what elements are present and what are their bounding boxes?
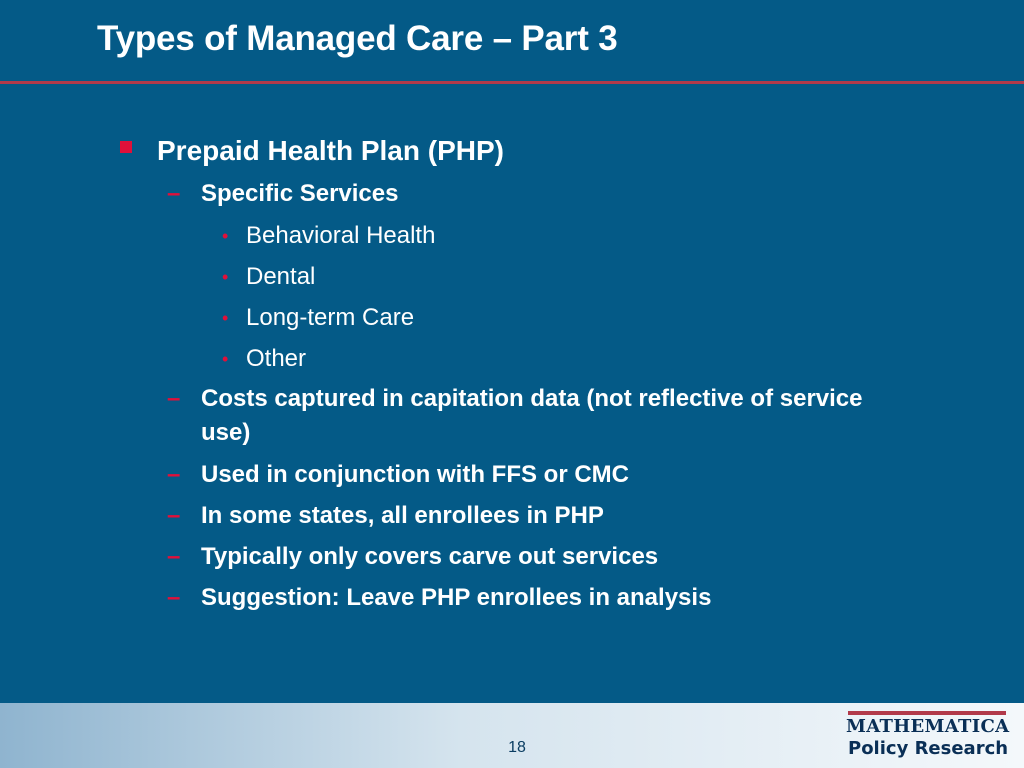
dot-bullet-icon: •: [222, 267, 229, 287]
logo-policy-research: Policy Research: [848, 738, 1009, 759]
sub-bullet-conjunction: Used in conjunction with FFS or CMC: [201, 461, 629, 488]
sub-bullet-states: In some states, all enrollees in PHP: [201, 502, 604, 529]
sub-bullet-carve-out: Typically only covers carve out services: [201, 543, 659, 570]
square-bullet-icon: [120, 141, 132, 153]
main-bullet: Prepaid Health Plan (PHP): [157, 135, 504, 166]
sub-bullet-costs: Costs captured in capitation data (not reflective of service use): [201, 385, 863, 446]
logo-bar: [848, 711, 1006, 715]
dash-bullet-icon: –: [167, 385, 181, 412]
dash-bullet-icon: –: [167, 180, 181, 207]
sub-bullet-specific-services: Specific Services: [201, 180, 399, 207]
service-item: Dental: [246, 263, 316, 290]
dash-bullet-icon: –: [167, 502, 181, 529]
logo-mathematica: MATHEMATICA: [846, 716, 1010, 737]
service-item: Other: [246, 345, 307, 372]
dash-bullet-icon: –: [167, 461, 181, 488]
sub-bullet-suggestion: Suggestion: Leave PHP enrollees in analysis: [201, 584, 712, 611]
dot-bullet-icon: •: [222, 349, 229, 369]
dot-bullet-icon: •: [222, 308, 229, 328]
service-item: Behavioral Health: [246, 222, 436, 249]
page-number: 18: [508, 739, 526, 756]
dash-bullet-icon: –: [167, 584, 181, 611]
slide-title: Types of Managed Care – Part 3: [97, 19, 618, 58]
service-item: Long-term Care: [246, 304, 415, 331]
dash-bullet-icon: –: [167, 543, 181, 570]
dot-bullet-icon: •: [222, 226, 229, 246]
